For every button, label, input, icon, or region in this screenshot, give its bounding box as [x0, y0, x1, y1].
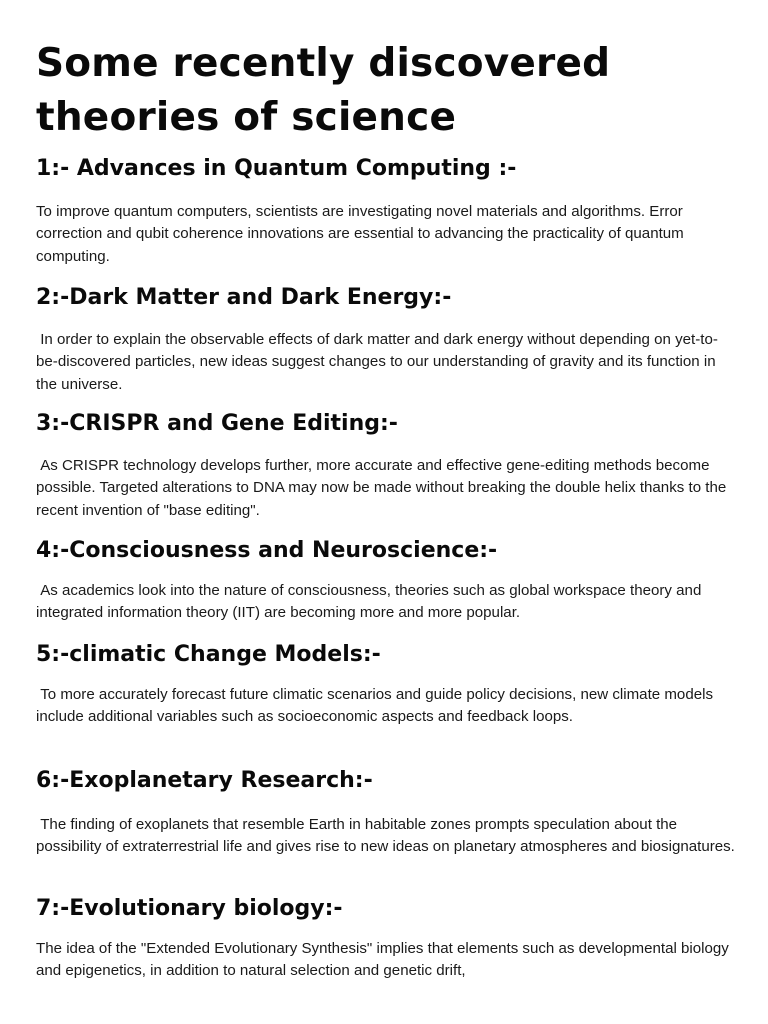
section-heading: 4:-Consciousness and Neuroscience:-	[36, 538, 498, 563]
section-body: To more accurately forecast future climatic scenarios and guide policy decisions, new climate models include additional variables such as socioeconomic aspects and feedback loops.	[36, 686, 718, 726]
section-body: The finding of exoplanets that resemble Earth in habitable zones prompts speculation about the possibility of extraterrestrial life and gives rise to new ideas on planetary atmospheres and biosignatures.	[36, 816, 735, 856]
section-heading: 7:-Evolutionary biology:-	[36, 896, 343, 921]
page-title-line-2: theories of science	[36, 95, 457, 140]
section-heading: 1:- Advances in Quantum Computing :-	[36, 156, 517, 181]
section-heading: 2:-Dark Matter and Dark Energy:-	[36, 285, 452, 310]
page-title-line-1: Some recently discovered	[36, 41, 611, 86]
section-body: As academics look into the nature of consciousness, theories such as global workspace theory and integrated information theory (IIT) are becoming more and more popular.	[36, 582, 706, 622]
section-evolutionary-biology	[36, 895, 736, 983]
section-heading: 3:-CRISPR and Gene Editing:-	[36, 411, 398, 436]
section-quantum-computing	[36, 155, 736, 268]
section-body: In order to explain the observable effects of dark matter and dark energy without depending on yet-to-be-discovered particles, new ideas suggest changes to our understanding of gravity and its function in the universe.	[36, 331, 720, 393]
section-dark-matter	[36, 284, 736, 396]
section-body: As CRISPR technology develops further, more accurate and effective gene-editing methods become possible. Targeted alterations to DNA may now be made without breaking the double helix thanks to the recent invention of "base editing".	[36, 457, 731, 519]
section-heading: 6:-Exoplanetary Research:-	[36, 768, 373, 793]
section-exoplanetary	[36, 767, 736, 859]
section-body: To improve quantum computers, scientists are investigating novel materials and algorithms. Error correction and qubit coherence innovations are essential to advancing the practicality of quantum computing.	[36, 203, 688, 265]
page-title	[36, 37, 736, 145]
section-crispr	[36, 410, 736, 522]
section-climate-models	[36, 641, 736, 729]
section-heading: 5:-climatic Change Models:-	[36, 642, 381, 667]
section-body: The idea of the "Extended Evolutionary Synthesis" implies that elements such as developmental biology and epigenetics, in addition to natural selection and genetic drift,	[36, 940, 734, 980]
section-consciousness	[36, 537, 736, 625]
